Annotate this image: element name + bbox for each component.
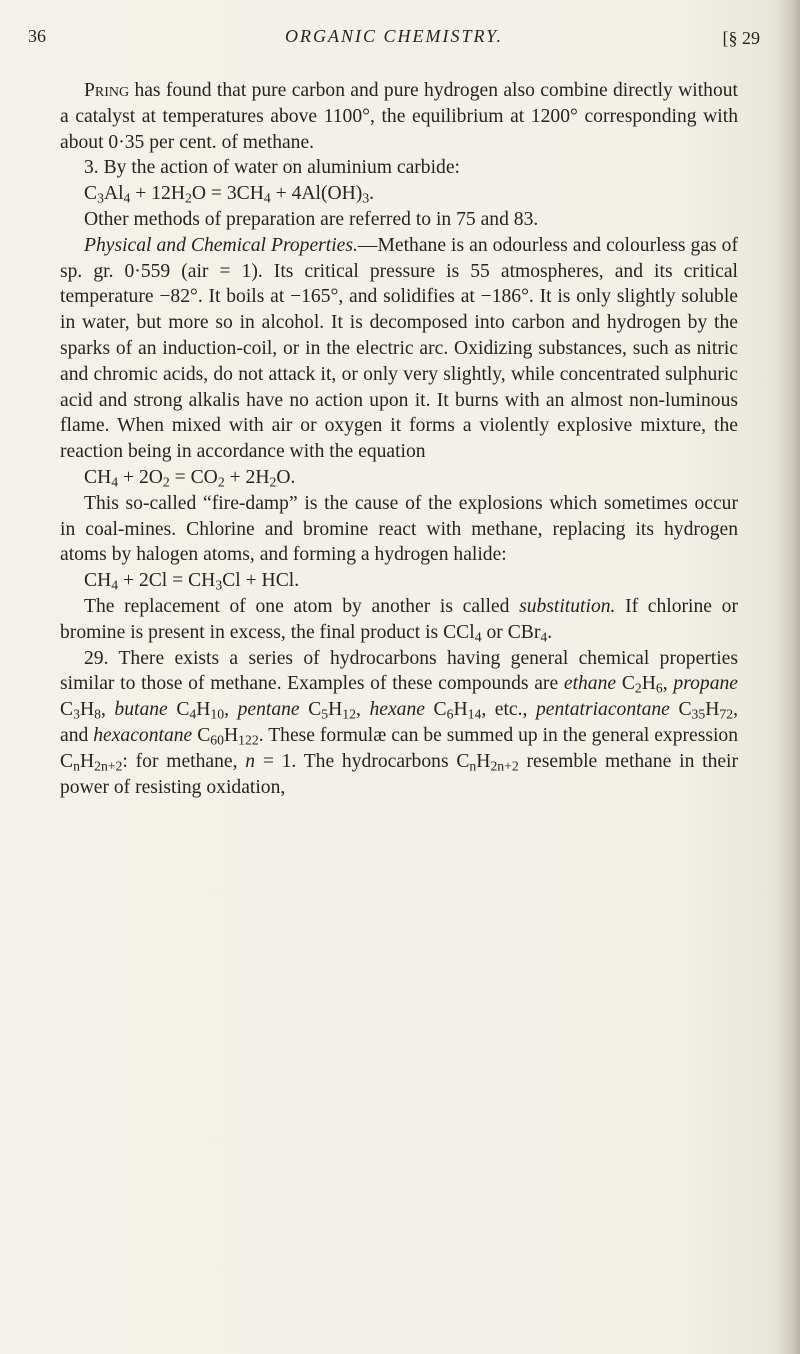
page-number: 36 bbox=[28, 26, 46, 46]
running-head bbox=[28, 26, 760, 56]
paragraph-method-3: 3. By the action of water on aluminium carbide: bbox=[84, 157, 460, 179]
paragraph-pring: Pring has found that pure carbon and pure hydrogen also combine directly without a catalyst at temperatures above 1100°, the equilibrium at 1200° corresponding with about 0·35 per cent. of methane. bbox=[60, 80, 738, 153]
paragraph-substitution: The replacement of one atom by another is called substitution. If chlorine or bromine is present in excess, the final product is CCl$_4$ or CBr$_4$. bbox=[60, 595, 738, 645]
paragraph-other-methods: Other methods of preparation are referred to in 75 and 83. bbox=[84, 208, 539, 230]
section-marker: [§ 29 bbox=[722, 28, 760, 48]
body-text bbox=[60, 78, 738, 800]
equation-aluminium-carbide: $C_3Al_4 + 12H_2O = 3CH_4 + 4Al(OH)_3$. bbox=[84, 183, 375, 206]
paragraph-fire-damp: This so-called “fire-damp” is the cause of the explosions which sometimes occur in coal-mines. Chlorine and bromine react with methane, replacing its hydrogen atoms by halogen atoms, and forming a hydrogen halide: bbox=[60, 492, 738, 566]
section-number: 29. bbox=[84, 647, 109, 669]
paragraph-29: 29. There exists a series of hydrocarbons having general chemical properties similar to those of methane. Examples of these compounds are ethane $C_2H_6$, propane $C_3H_8$, butane $C_4H_{10}$, pentane $C_5H_{12}$, hexane $C_6H_{14}$, etc., pentatriacontane $C_{35}H_{72}$, and hexacontane $C_{60}H_{122}$. These formulæ can be summed up in the general expression $C_nH_{2n+2}$: for methane, n = 1. The hydrocarbons $C_nH_{2n+2}$ resemble methane in their power of resisting oxidation, bbox=[60, 647, 739, 798]
term-substitution: substitution. bbox=[519, 595, 616, 617]
section-heading: Physical and Chemical Properties. bbox=[84, 234, 358, 256]
author-name: Pring bbox=[84, 80, 130, 101]
page-edge-shadow bbox=[778, 0, 800, 1354]
equation-combustion: $CH_4 + 2O_2 = CO_2 + 2H_2O$. bbox=[84, 466, 296, 490]
equation-chlorination: $CH_4 + 2Cl = CH_3Cl$ + HCl. bbox=[84, 570, 300, 593]
paragraph-properties: Physical and Chemical Properties.—Methane is an odourless and colourless gas of sp. gr. 0·559 (air = 1). Its critical pressure is 55 atmospheres, and its critical temperature −82°. It boils at −165°, and solidifies at −186°. It is only slightly soluble in water, but more so in alcohol. It is decomposed into carbon and hydrogen by the sparks of an induction-coil, or in the electric arc. Oxidizing substances, such as nitric and chromic acids, do not attack it, or only very slightly, while concentrated sulphuric acid and strong alkalis have no action upon it. It burns with an almost non-luminous flame. When mixed with air or oxygen it forms a violently explosive mixture, the reaction being in accordance with the equation bbox=[60, 234, 738, 463]
running-title: ORGANIC CHEMISTRY. bbox=[284, 26, 504, 46]
